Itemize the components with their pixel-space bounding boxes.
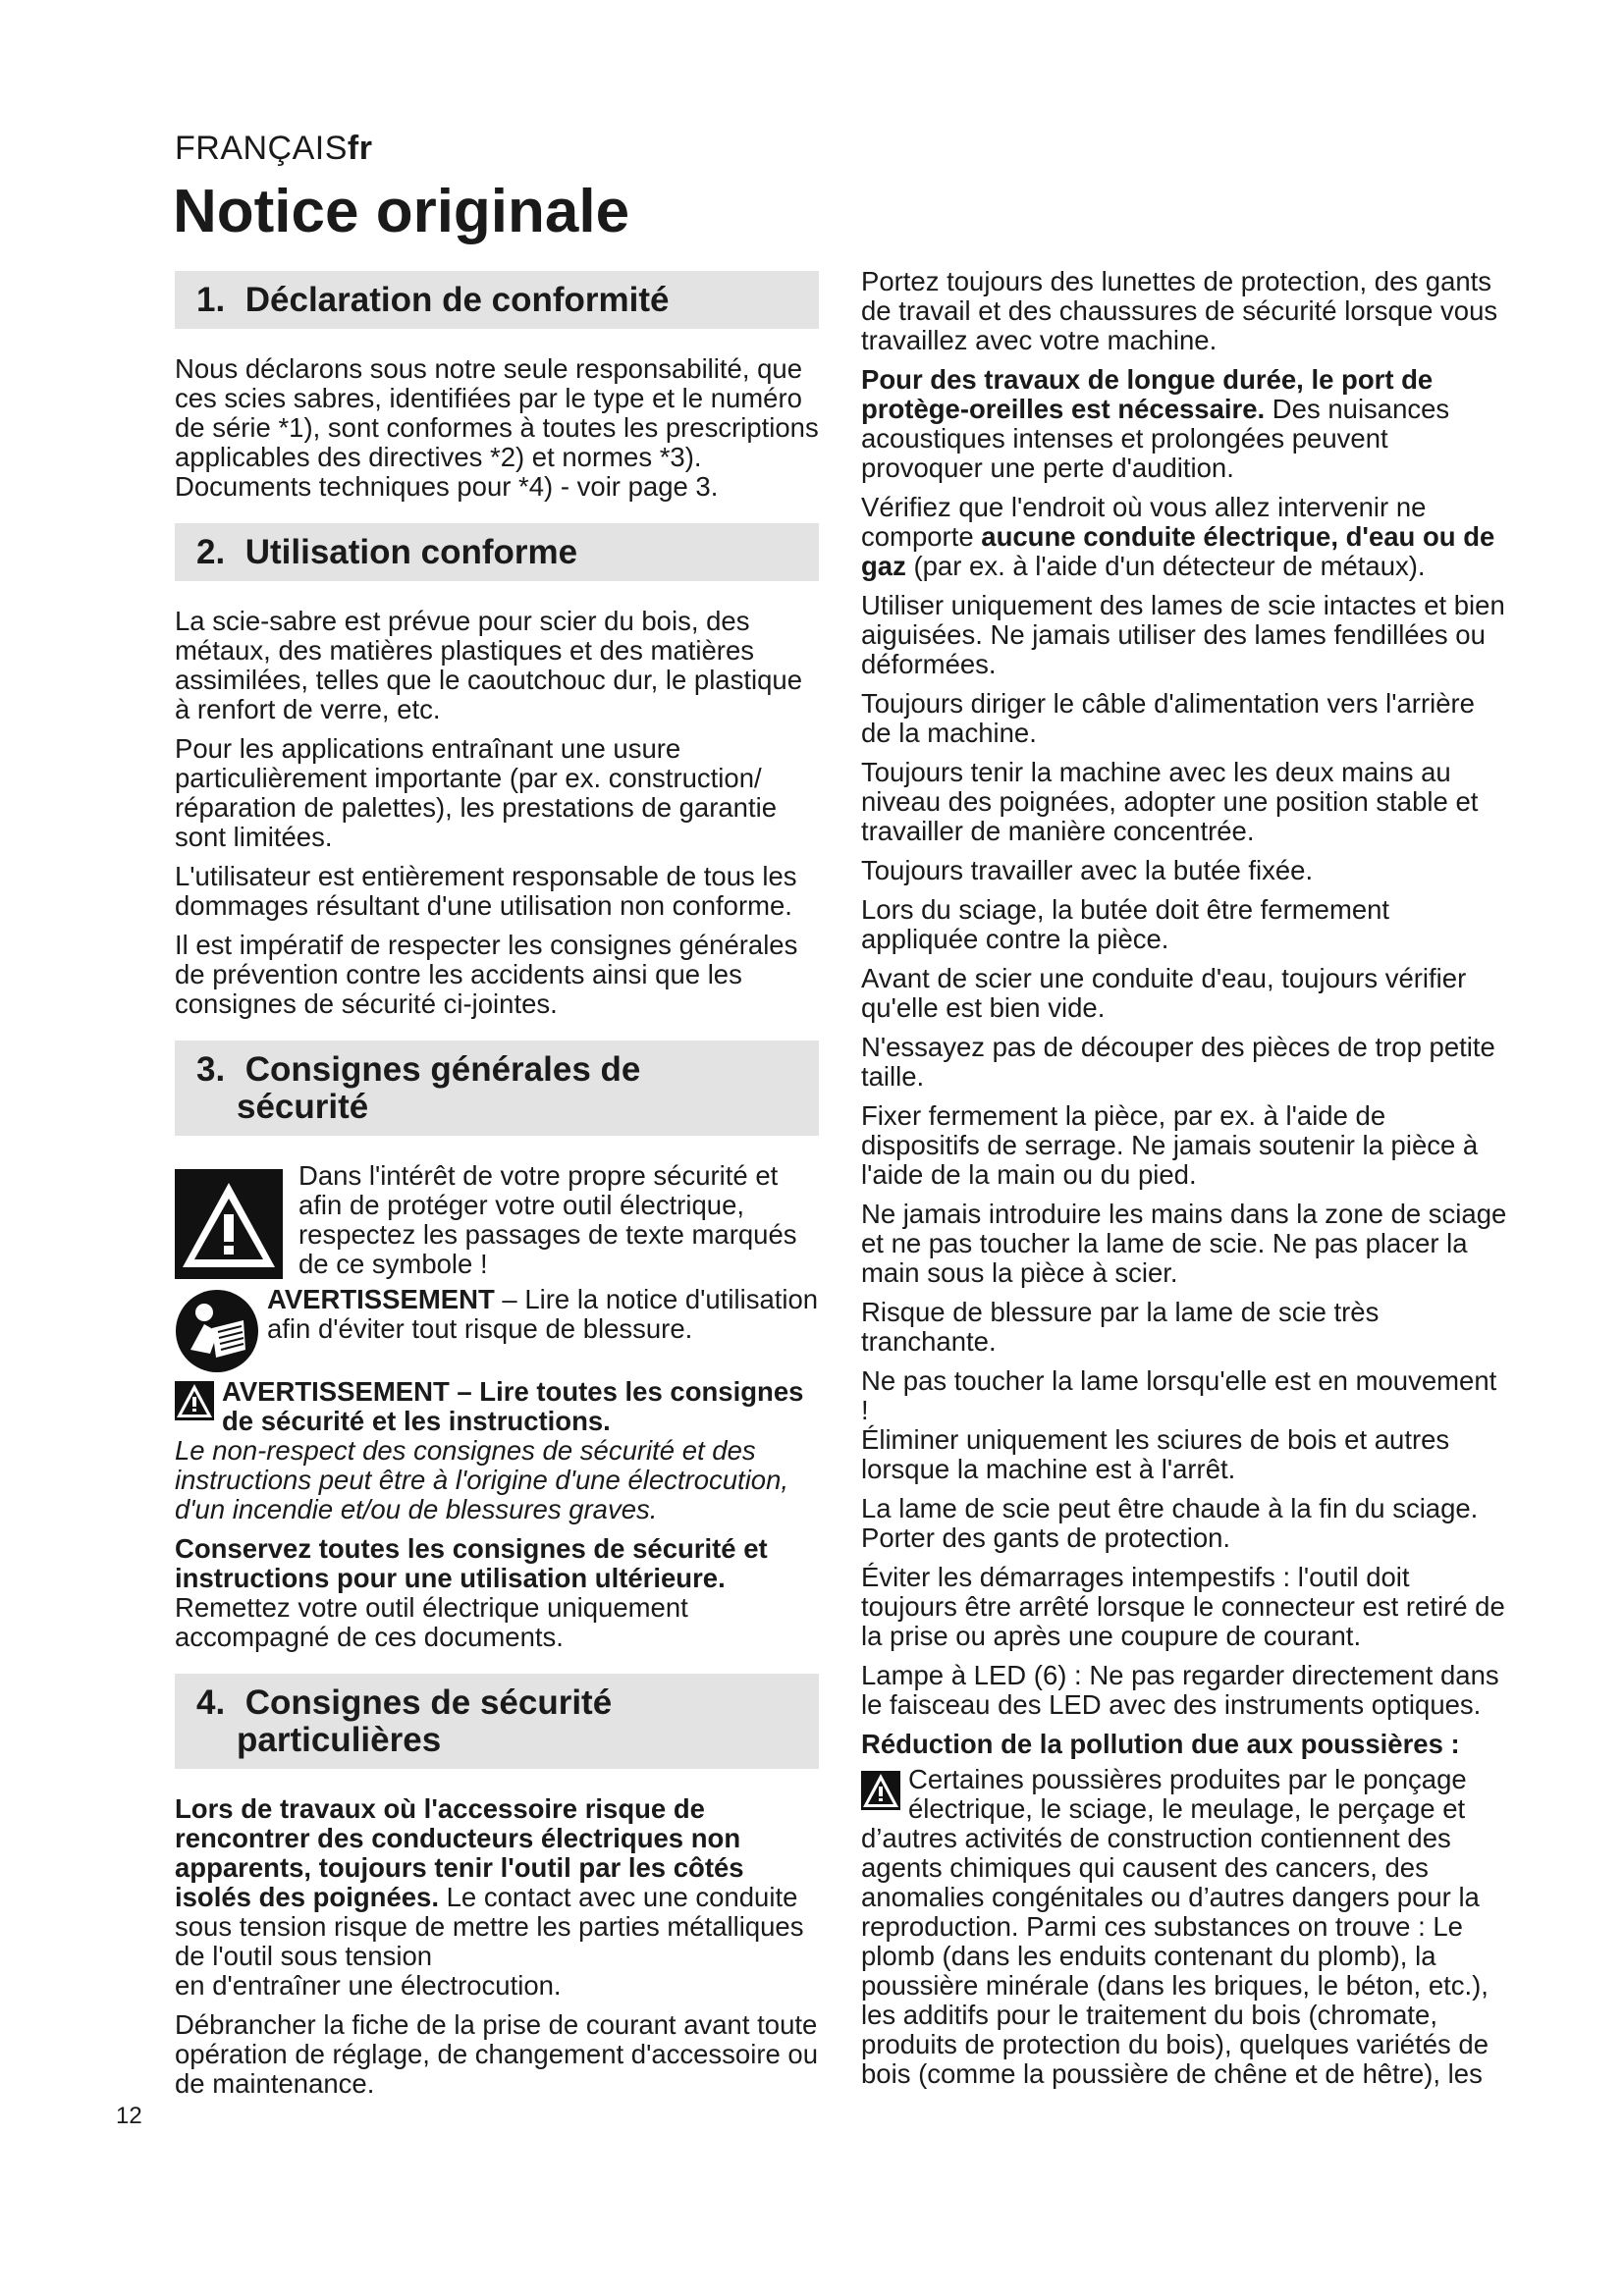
read-manual-icon bbox=[175, 1289, 259, 1373]
section-2-heading: 2. Utilisation conforme bbox=[175, 523, 819, 581]
section-4-paragraph: Lors de travaux où l'accessoire risque de rencontrer des conducteurs électriques non apparents, toujours tenir l'outil par les côtés isolés des poignées. Le contact avec une conduite sous tension risque de mettre les parties métalliques de l'outil sous tension en d'entraîner une électrocution. bbox=[175, 1793, 804, 2001]
dust-warning-text: Certaines poussières produites par le ponçage électrique, le sciage, le meulage, le perçage et d’autres activités de construction contiennent des agents chimiques qui causent des cancers, des anomalies congénitales ou d’autres dangers pour la reproduction. Parmi ces substances on trouve : Le plomb (dans les enduits contenant du plomb), la poussière minérale (dans les briques, le béton, etc.), les additifs pour le traitement du bois (chromate, produits de protection du bois), quelques variétés de bois (comme la poussière de chêne et de hêtre), les bbox=[861, 1764, 1489, 2089]
safety-paragraph: Fixer fermement la pièce, par ex. à l'aide de dispositifs de serrage. Ne jamais soutenir la pièce à l'aide de la main ou du pied. bbox=[861, 1100, 1479, 1190]
safety-paragraph: Toujours travailler avec la butée fixée. bbox=[861, 855, 1314, 885]
safety-paragraph: Toujours diriger le câble d'alimentation vers l'arrière de la machine. bbox=[861, 688, 1475, 748]
read-manual-note bbox=[175, 1285, 819, 1373]
section-3-heading: 3. Consignes générales de sécurité bbox=[175, 1041, 819, 1136]
safety-paragraph: Avant de scier une conduite d'eau, toujours vérifier qu'elle est bien vide. bbox=[861, 963, 1467, 1023]
safety-paragraph: Utiliser uniquement des lames de scie intactes et bien aiguisées. Ne jamais utiliser des lames fendillées ou déformées. bbox=[861, 590, 1505, 679]
read-all-text: AVERTISSEMENT – Lire toutes les consignes de sécurité et les instructions. Le non-respect des consignes de sécurité et des instructions peut être à l'origine d'une électrocution, d'un incendie et/ou de blessures graves. bbox=[175, 1376, 804, 1524]
section-4-paragraph: Débrancher la fiche de la prise de courant avant toute opération de réglage, de changement d'accessoire ou de maintenance. bbox=[175, 2009, 819, 2099]
page-title: Notice originale bbox=[173, 178, 630, 245]
safety-paragraph: Risque de blessure par la lame de scie très tranchante. bbox=[861, 1297, 1380, 1357]
read-all-warning bbox=[175, 1377, 819, 1524]
safety-paragraph: La lame de scie peut être chaude à la fin du sciage. Porter des gants de protection. bbox=[861, 1493, 1479, 1553]
safety-paragraph: Vérifiez que l'endroit où vous allez intervenir ne comporte aucune conduite électrique, d'eau ou de gaz (par ex. à l'aide d'un détecteur de métaux). bbox=[861, 492, 1495, 581]
safety-paragraph: Éviter les démarrages intempestifs : l'outil doit toujours être arrêté lorsque le connecteur est retiré de la prise ou après une coupure de courant. bbox=[861, 1562, 1505, 1651]
keep-instructions-paragraph: Conservez toutes les consignes de sécurité et instructions pour une utilisation ultérieure. Remettez votre outil électrique uniquement accompagné de ces documents. bbox=[175, 1533, 768, 1652]
language-label: FRANÇAISfr bbox=[175, 130, 373, 167]
language-code: fr bbox=[347, 130, 373, 167]
section-1-heading: 1. Déclaration de conformité bbox=[175, 271, 819, 329]
page-number: 12 bbox=[116, 2103, 142, 2129]
warning-triangle-icon bbox=[861, 1771, 900, 1810]
safety-paragraph: Toujours tenir la machine avec les deux mains au niveau des poignées, adopter une position stable et travailler de manière concentrée. bbox=[861, 757, 1479, 846]
left-column bbox=[175, 267, 819, 2109]
safety-paragraph: Lors du sciage, la butée doit être fermement appliquée contre la pièce. bbox=[861, 894, 1390, 954]
section-2-paragraph: Il est impératif de respecter les consignes générales de prévention contre les accidents ainsi que les consignes de sécurité ci-jointes. bbox=[175, 930, 798, 1019]
section-1-paragraph: Nous déclarons sous notre seule responsabilité, que ces scies sabres, identifiées par le type et le numéro de série *1), sont conformes à toutes les prescriptions applicables des directives *2) et normes *3). Documents techniques pour *4) - voir page 3. bbox=[175, 353, 819, 502]
warning-symbol-note bbox=[175, 1161, 819, 1279]
safety-paragraph: Ne jamais introduire les mains dans la zone de sciage et ne pas toucher la lame de scie. Ne pas placer la main sous la pièce à scier. bbox=[861, 1199, 1507, 1288]
section-2-paragraph: La scie-sabre est prévue pour scier du bois, des métaux, des matières plastiques et des matières assimilées, telles que le caoutchouc dur, le plastique à renfort de verre, etc. bbox=[175, 606, 802, 724]
safety-paragraph: Ne pas toucher la lame lorsqu'elle est en mouvement ! Éliminer uniquement les sciures de bois et autres lorsque la machine est à l'arrêt. bbox=[861, 1365, 1497, 1484]
warning-symbol-text: Dans l'intérêt de votre propre sécurité et afin de protéger votre outil électrique, respectez les passages de texte marqués de ce symbole ! bbox=[298, 1160, 797, 1279]
section-4-heading: 4. Consignes de sécurité particulières bbox=[175, 1674, 819, 1769]
dust-heading: Réduction de la pollution due aux poussières : bbox=[861, 1729, 1460, 1759]
warning-triangle-icon bbox=[175, 1381, 214, 1420]
safety-paragraph: Portez toujours des lunettes de protection, des gants de travail et des chaussures de sécurité lorsque vous travaillez avec votre machine. bbox=[861, 266, 1498, 355]
dust-warning bbox=[861, 1765, 1509, 2089]
safety-paragraph: Lampe à LED (6) : Ne pas regarder directement dans le faisceau des LED avec des instruments optiques. bbox=[861, 1660, 1499, 1720]
right-column bbox=[861, 267, 1509, 2089]
section-2-paragraph: L'utilisateur est entièrement responsable de tous les dommages résultant d'une utilisation non conforme. bbox=[175, 861, 797, 921]
read-manual-text: AVERTISSEMENT – Lire la notice d'utilisation afin d'éviter tout risque de blessure. bbox=[267, 1284, 819, 1344]
safety-paragraph: N'essayez pas de découper des pièces de trop petite taille. bbox=[861, 1032, 1495, 1092]
safety-paragraph: Pour des travaux de longue durée, le port de protège-oreilles est nécessaire. Des nuisances acoustiques intenses et prolongées peuvent provoquer une perte d'audition. bbox=[861, 364, 1450, 483]
section-2-paragraph: Pour les applications entraînant une usure particulièrement importante (par ex. construction/ réparation de palettes), les prestations de garantie sont limitées. bbox=[175, 733, 778, 852]
warning-triangle-icon bbox=[175, 1169, 283, 1279]
